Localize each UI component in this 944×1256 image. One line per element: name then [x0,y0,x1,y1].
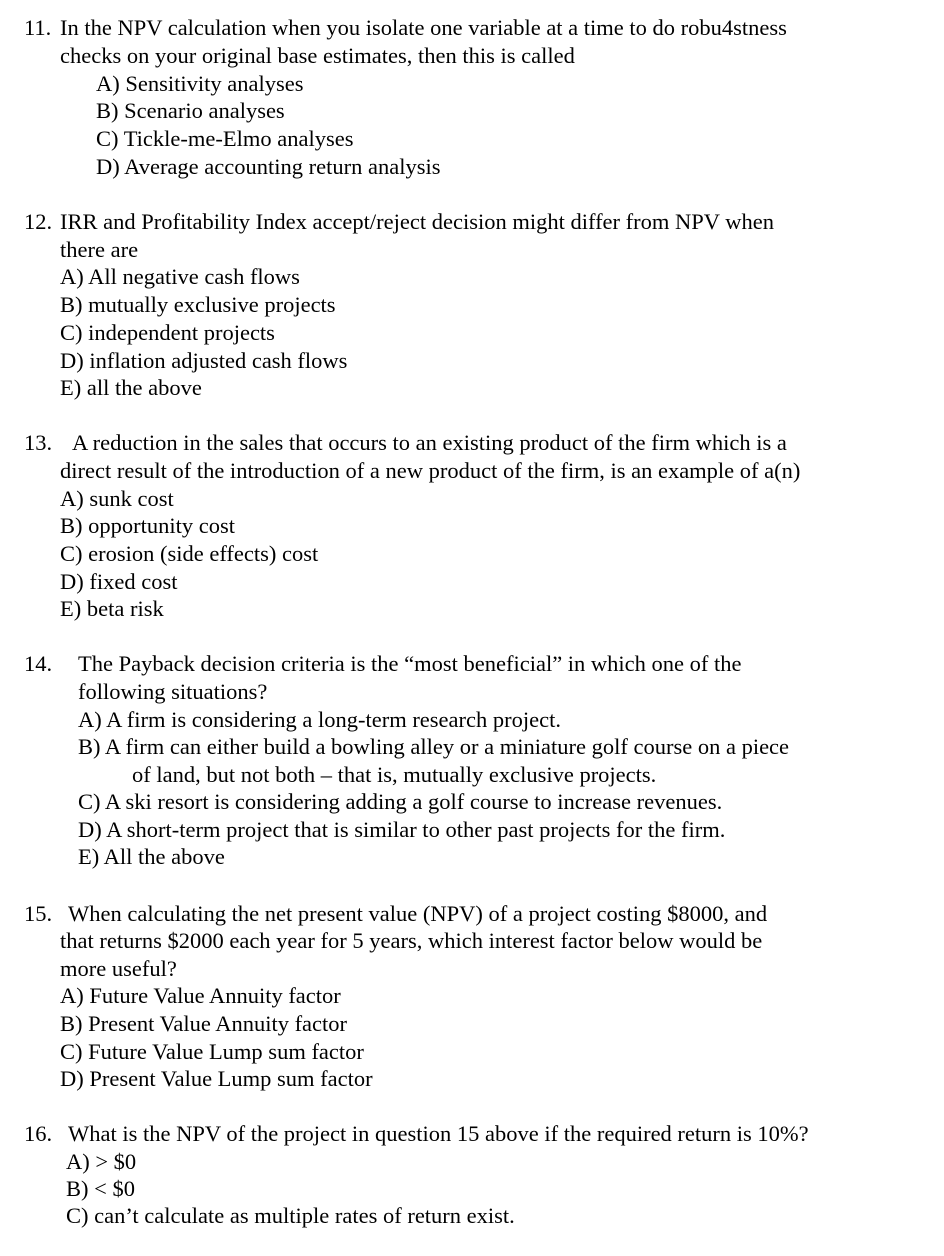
answer-option: E) beta risk [60,596,164,621]
question-stem-line: checks on your original base estimates, then this is called [60,43,575,68]
answer-option: A) A firm is considering a long-term research project. [78,707,561,732]
question-stem-line: A reduction in the sales that occurs to an existing product of the firm which is a [72,430,787,455]
answer-option-continuation: of land, but not both – that is, mutually exclusive projects. [132,762,657,787]
question-stem-line: that returns $2000 each year for 5 years, which interest factor below would be [60,928,763,953]
answer-option: A) Sensitivity analyses [96,71,304,96]
question-stem-line: following situations? [78,679,268,704]
answer-option: D) A short-term project that is similar to other past projects for the firm. [78,817,726,842]
answer-option: D) inflation adjusted cash flows [60,348,348,373]
question-stem-line: IRR and Profitability Index accept/reject decision might differ from NPV when [60,209,774,234]
answer-option: B) mutually exclusive projects [60,292,336,317]
question-stem-line: When calculating the net present value (NPV) of a project costing $8000, and [68,901,768,926]
answer-option: A) > $0 [66,1149,137,1174]
answer-option: E) All the above [78,844,225,869]
answer-option: C) independent projects [60,320,275,345]
answer-option: B) < $0 [66,1176,135,1201]
answer-option: D) Average accounting return analysis [96,154,441,179]
answer-option: B) Present Value Annuity factor [60,1011,348,1036]
answer-option: A) Future Value Annuity factor [60,983,341,1008]
question-number: 13. [24,430,53,455]
answer-option: D) Present Value Lump sum factor [60,1066,373,1091]
answer-option: A) sunk cost [60,486,174,511]
answer-option: D) fixed cost [60,569,178,594]
answer-option: B) A firm can either build a bowling alley or a miniature golf course on a piece [78,734,790,759]
question-stem-line: more useful? [60,956,177,981]
question-number: 12. [24,209,53,234]
question-stem-line: direct result of the introduction of a new product of the firm, is an example of a(n) [60,458,801,483]
question-number: 16. [24,1121,53,1146]
answer-option: C) Tickle-me-Elmo analyses [96,126,354,151]
question-stem-line: there are [60,237,139,262]
question-number: 15. [24,901,53,926]
answer-option: E) all the above [60,375,202,400]
question-stem-line: What is the NPV of the project in question 15 above if the required return is 10%? [68,1121,809,1146]
answer-option: C) can’t calculate as multiple rates of return exist. [66,1203,515,1228]
answer-option: B) opportunity cost [60,513,235,538]
question-number: 14. [24,651,53,676]
answer-option: C) erosion (side effects) cost [60,541,319,566]
answer-option: C) A ski resort is considering adding a golf course to increase revenues. [78,789,723,814]
question-stem-line: The Payback decision criteria is the “most beneficial” in which one of the [78,651,742,676]
answer-option: C) Future Value Lump sum factor [60,1039,364,1064]
question-number: 11. [24,15,52,40]
question-stem-line: In the NPV calculation when you isolate one variable at a time to do robu4stness [60,15,787,40]
answer-option: B) Scenario analyses [96,98,285,123]
answer-option: A) All negative cash flows [60,264,300,289]
